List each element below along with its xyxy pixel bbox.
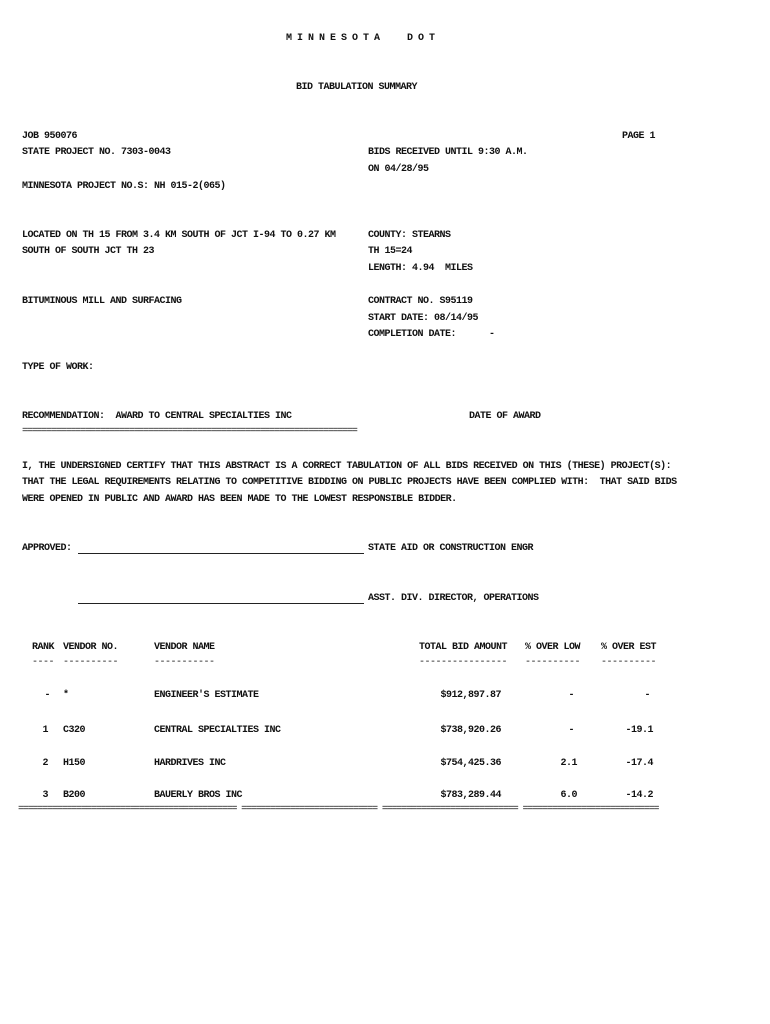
row-vendor-name: HARDRIVES INC [154,758,226,769]
certification-line-1: I, THE UNDERSIGNED CERTIFY THAT THIS ABSTRACT IS A CORRECT TABULATION OF ALL BIDS RECEIVED ON THIS (THESE) PROJECT(S): [22,461,672,472]
row-rank: - [44,690,50,701]
rule-vendor-no: ---------- [63,657,119,668]
work-description: BITUMINOUS MILL AND SURFACING [22,296,182,307]
rule-total-bid: ---------------- [419,657,508,668]
header-rank: RANK [32,642,55,653]
rule-vendor-name: ----------- [154,657,215,668]
row-rank: 2 [42,758,48,769]
row-over-low: - [568,725,574,736]
row-rank: 1 [42,725,48,736]
row-over-est: -19.1 [625,725,653,736]
row-total-bid: $783,289.44 [440,790,501,801]
row-vendor-name: CENTRAL SPECIALTIES INC [154,725,281,736]
row-vendor-no: C320 [63,725,86,736]
contract-number: CONTRACT NO. S95119 [368,296,473,307]
bid-date: ON 04/28/95 [368,164,429,175]
row-total-bid: $754,425.36 [440,758,501,769]
row-over-low: - [568,690,574,701]
type-of-work: TYPE OF WORK: [22,362,94,373]
signature-line-2 [78,603,364,604]
row-over-est: - [644,690,650,701]
recommendation-rule: ===================================================================== [22,426,357,437]
location-line-2: SOUTH OF SOUTH JCT TH 23 [22,246,155,257]
approved-label: APPROVED: [22,543,72,554]
header-total-bid: TOTAL BID AMOUNT [419,642,508,653]
certification-line-2: THAT THE LEGAL REQUIREMENTS RELATING TO COMPETITIVE BIDDING ON PUBLIC PROJECTS HAVE BEEN COMPLIED WITH: THAT SAID BIDS [22,477,677,488]
signer-1-title: STATE AID OR CONSTRUCTION ENGR [368,543,534,554]
completion-date-label: COMPLETION DATE: [368,329,457,340]
row-vendor-name: ENGINEER'S ESTIMATE [154,690,259,701]
page-title: BID TABULATION SUMMARY [296,82,418,93]
minnesota-project-number: MINNESOTA PROJECT NO.S: NH 015-2(065) [22,181,226,192]
row-vendor-name: BAUERLY BROS INC [154,790,243,801]
header-over-low: % OVER LOW [525,642,581,653]
trunk-highway: TH 15=24 [368,246,413,257]
bids-received: BIDS RECEIVED UNTIL 9:30 A.M. [368,147,528,158]
job-number: JOB 950076 [22,131,78,142]
row-vendor-no: * [63,690,69,701]
signature-line-1 [78,553,364,554]
rule-over-est: ---------- [601,657,657,668]
row-total-bid: $912,897.87 [440,690,501,701]
signer-2-title: ASST. DIV. DIRECTOR, OPERATIONS [368,593,539,604]
row-total-bid: $738,920.26 [440,725,501,736]
county: COUNTY: STEARNS [368,230,451,241]
row-vendor-no: B200 [63,790,86,801]
row-over-est: -14.2 [625,790,653,801]
date-of-award: DATE OF AWARD [469,411,541,422]
agency-title: M I N N E S O T A D O T [286,33,435,44]
rule-rank: ---- [32,657,55,668]
header-vendor-no: VENDOR NO. [63,642,119,653]
table-footer-rule: ============================================= ============================ ============================ ============================ [18,804,659,815]
recommendation: RECOMMENDATION: AWARD TO CENTRAL SPECIALTIES INC [22,411,292,422]
header-vendor-name: VENDOR NAME [154,642,215,653]
row-rank: 3 [42,790,48,801]
state-project-number: STATE PROJECT NO. 7303-0043 [22,147,171,158]
completion-date-value: - [489,329,495,340]
certification-line-3: WERE OPENED IN PUBLIC AND AWARD HAS BEEN MADE TO THE LOWEST RESPONSIBLE BIDDER. [22,494,457,505]
project-length: LENGTH: 4.94 MILES [368,263,473,274]
start-date: START DATE: 08/14/95 [368,313,479,324]
page-number: PAGE 1 [622,131,656,142]
row-over-low: 6.0 [560,790,577,801]
row-over-low: 2.1 [560,758,577,769]
header-over-est: % OVER EST [601,642,657,653]
location-line-1: LOCATED ON TH 15 FROM 3.4 KM SOUTH OF JCT I-94 TO 0.27 KM [22,230,336,241]
row-over-est: -17.4 [625,758,653,769]
row-vendor-no: H150 [63,758,86,769]
rule-over-low: ---------- [525,657,581,668]
